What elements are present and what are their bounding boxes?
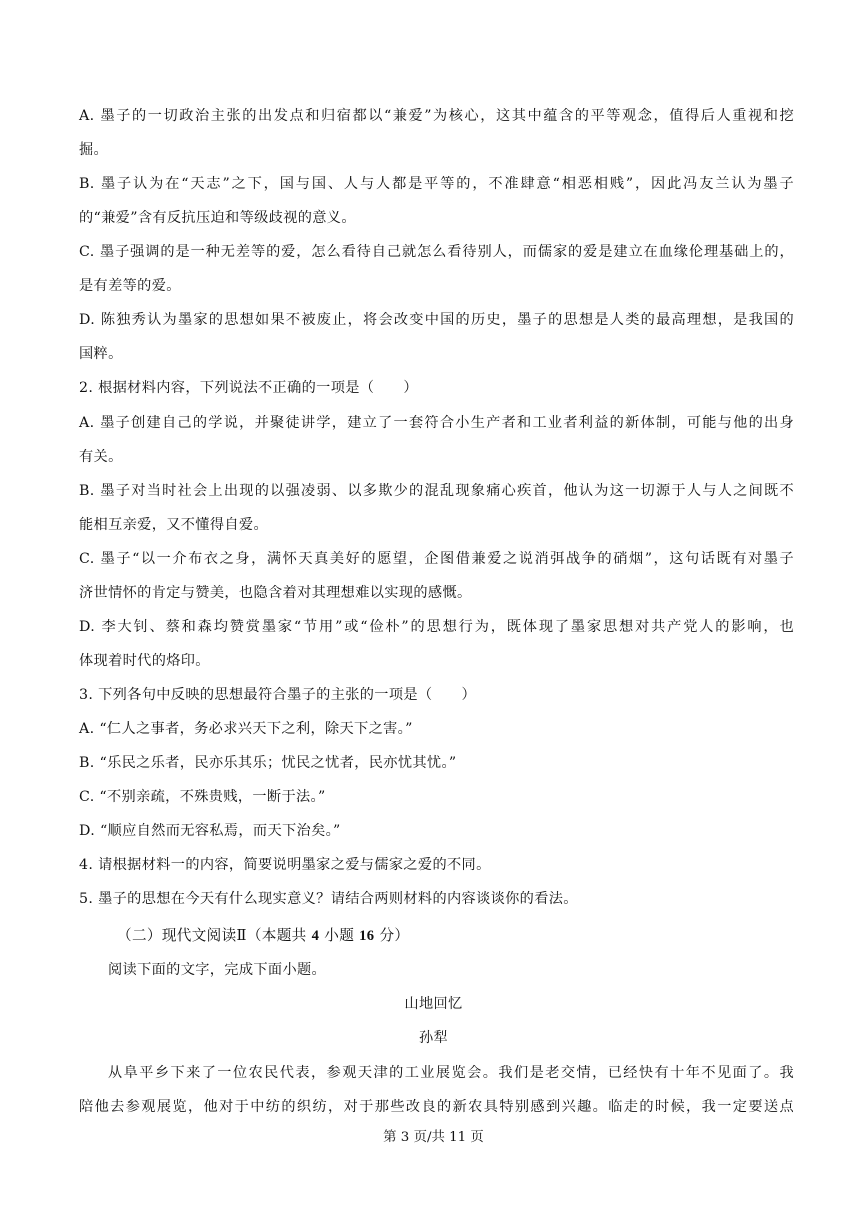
q2-option-c-line1: C. 墨子“以一介布衣之身，满怀天真美好的愿望，企图借兼爱之说消弭战争的硝烟”，这句话既有对墨子 (79, 551, 794, 567)
q3-stem: 3. 下列各句中反映的思想最符合墨子的主张的一项是（ ） (79, 687, 477, 703)
q1-option-a-line1: A. 墨子的一切政治主张的出发点和归宿都以“兼爱”为核心，这其中蕴含的平等观念，值得后人重视和挖 (79, 108, 794, 124)
q3-option-c: C. “不别亲疏，不殊贵贱，一断于法。” (79, 789, 326, 805)
article-paragraph-line1: 从阜平乡下来了一位农民代表，参观天津的工业展览会。我们是老交情，已经快有十年不见面了。我 (108, 1065, 794, 1081)
q2-stem: 2. 根据材料内容，下列说法不正确的一项是（ ） (79, 380, 418, 396)
section-heading-post: 分） (379, 927, 410, 944)
q1-option-b-line2: 的“兼爱”含有反抗压迫和等级歧视的意义。 (79, 210, 356, 226)
section-heading-pre: （二）现代文阅读Ⅱ（本题共 (117, 927, 307, 944)
page-number-footer: 第 3 页/共 11 页 (383, 1130, 484, 1145)
q2-option-c-line2: 济世情怀的肯定与赞美，也隐含着对其理想难以实现的感慨。 (79, 585, 472, 601)
q5-stem: 5. 墨子的思想在今天有什么现实意义？请结合两则材料的内容谈谈你的看法。 (79, 891, 578, 907)
q3-option-b: B. “乐民之乐者，民亦乐其乐；忧民之忧者，民亦忧其忧。” (79, 755, 457, 771)
q2-option-d-line2: 体现着时代的烙印。 (79, 653, 210, 669)
q2-option-d-line1: D. 李大钊、蔡和森均赞赏墨家“节用”或“俭朴”的思想行为，既体现了墨家思想对共产党人的影响，也 (79, 619, 794, 635)
q1-option-b-line1: B. 墨子认为在“天志”之下，国与国、人与人都是平等的，不准肆意“相恶相贱”，因此冯友兰认为墨子 (79, 176, 794, 192)
q3-option-d: D. “顺应自然而无容私焉，而天下治矣。” (79, 823, 341, 839)
q1-option-d-line1: D. 陈独秀认为墨家的思想如果不被废止，将会改变中国的历史，墨子的思想是人类的最高理想，是我国的 (79, 312, 794, 328)
q1-option-c-line2: 是有差等的爱。 (79, 278, 181, 294)
article-author: 孙犁 (418, 1030, 449, 1046)
section-heading (117, 926, 832, 946)
q2-option-a-line1: A. 墨子创建自己的学说，并聚徒讲学，建立了一套符合小生产者和工业者利益的新体制，可能与他的出身 (79, 415, 794, 431)
article-title: 山地回忆 (404, 996, 463, 1012)
q1-option-c-line1: C. 墨子强调的是一种无差等的爱，怎么看待自己就怎么看待别人，而儒家的爱是建立在血缘伦理基础上的， (79, 244, 794, 260)
section-question-count: 4 (311, 928, 320, 944)
section-score: 16 (359, 928, 375, 944)
q1-option-d-line2: 国粹。 (79, 346, 123, 362)
q1-option-a-line2: 掘。 (79, 142, 109, 158)
reading-instruction: 阅读下面的文字，完成下面小题。 (108, 962, 327, 978)
q2-option-b-line2: 能相互亲爱，又不懂得自爱。 (79, 517, 268, 533)
article-paragraph-line2: 陪他去参观展览，他对于中纺的织纺，对于那些改良的新农具特别感到兴趣。临走的时候，我一定要送点 (79, 1099, 794, 1115)
q2-option-a-line2: 有关。 (79, 449, 123, 465)
q3-option-a: A. “仁人之事者，务必求兴天下之利，除天下之害。” (79, 721, 413, 737)
section-heading-mid: 小题 (324, 927, 355, 944)
q2-option-b-line1: B. 墨子对当时社会上出现的以强凌弱、以多欺少的混乱现象痛心疾首，他认为这一切源于人与人之间既不 (79, 483, 794, 499)
q4-stem: 4. 请根据材料一的内容，简要说明墨家之爱与儒家之爱的不同。 (79, 857, 491, 873)
